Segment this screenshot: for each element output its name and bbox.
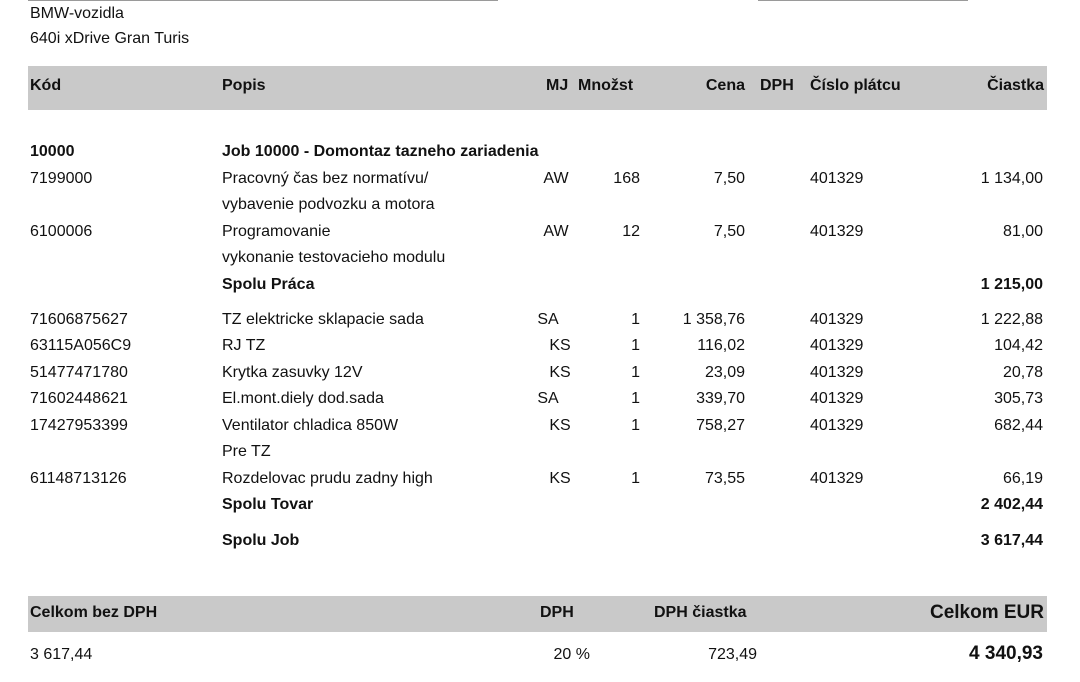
row-popis: El.mont.diely dod.sada [222,390,384,407]
row-mnozstvo: 1 [631,390,640,407]
row-mj: AW [543,170,569,187]
col-header-kod: Kód [30,77,62,94]
row-popis: Rozdelovac prudu zadny high [222,470,433,487]
summary-header-dph-ciastka: DPH čiastka [654,604,747,621]
row-ciastka: 682,44 [994,417,1043,434]
vehicle-model: 640i xDrive Gran Turis [30,30,190,47]
row-mnozstvo: 1 [631,337,640,354]
row-popis-line2: vykonanie testovacieho modulu [222,249,446,266]
top-divider-right [758,0,968,1]
row-kod: 7199000 [30,170,93,187]
row-ciastka: 1 222,88 [980,311,1043,328]
row-ciastka: 305,73 [994,390,1043,407]
row-popis: Programovanie [222,223,331,240]
row-cena: 339,70 [696,390,745,407]
table-header [28,66,1047,110]
summary-header [28,596,1047,632]
row-cena: 73,55 [704,470,745,487]
row-cena: 7,50 [713,223,745,240]
row-kod: 17427953399 [30,417,128,434]
col-header-cena: Cena [705,77,745,94]
row-popis-line2: Pre TZ [222,443,271,460]
row-cislo-platcu: 401329 [810,223,864,240]
row-popis: Ventilator chladica 850W [222,417,399,434]
summary-celkom-value: 4 340,93 [969,643,1043,664]
col-header-ciastka: Čiastka [987,77,1044,94]
row-mj: SA [537,311,559,328]
row-cislo-platcu: 401329 [810,470,864,487]
row-ciastka: 81,00 [1002,223,1043,240]
row-kod: 6100006 [30,223,93,240]
row-cena: 758,27 [696,417,745,434]
row-popis: TZ elektricke sklapacie sada [222,311,424,328]
subtotal-praca-label: Spolu Práca [222,276,315,293]
row-kod: 61148713126 [30,470,127,487]
subtotal-tovar-value: 2 402,44 [980,496,1043,513]
job-code: 10000 [30,143,75,160]
row-cislo-platcu: 401329 [810,311,864,328]
row-mnozstvo: 168 [613,170,640,187]
row-popis: Pracovný čas bez normatívu/ [222,170,429,187]
row-cislo-platcu: 401329 [810,364,864,381]
row-cena: 7,50 [713,170,745,187]
col-header-mnozstvo: Množst [578,77,634,94]
row-ciastka: 66,19 [1002,470,1043,487]
row-kod: 51477471780 [30,364,128,381]
row-kod: 71606875627 [30,311,128,328]
row-ciastka: 20,78 [1002,364,1043,381]
row-mj: KS [549,337,571,354]
summary-header-celkom: Celkom EUR [929,602,1044,623]
row-mnozstvo: 1 [631,470,640,487]
row-cislo-platcu: 401329 [810,417,864,434]
row-cislo-platcu: 401329 [810,337,864,354]
col-header-dph: DPH [760,77,794,94]
row-kod: 63115A056C9 [30,337,132,354]
row-popis: RJ TZ [222,337,266,354]
row-mj: AW [543,223,569,240]
row-ciastka: 1 134,00 [980,170,1043,187]
subtotal-job-value: 3 617,44 [980,532,1043,549]
row-mnozstvo: 1 [631,311,640,328]
summary-header-bez-dph: Celkom bez DPH [30,604,158,621]
subtotal-tovar-label: Spolu Tovar [222,496,314,513]
vehicle-brand: BMW-vozidla [30,5,124,22]
row-mnozstvo: 1 [631,417,640,434]
col-header-cislo-platcu: Číslo plátcu [810,77,901,94]
row-popis-line2: vybavenie podvozku a motora [222,196,435,213]
col-header-mj: MJ [546,77,569,94]
row-popis: Krytka zasuvky 12V [222,364,363,381]
summary-bez-dph-value: 3 617,44 [30,646,93,663]
subtotal-praca-value: 1 215,00 [980,276,1043,293]
row-cislo-platcu: 401329 [810,170,864,187]
row-mj: KS [549,470,571,487]
row-ciastka: 104,42 [994,337,1043,354]
summary-dph-ciastka-value: 723,49 [708,646,757,663]
row-mnozstvo: 12 [622,223,640,240]
row-mnozstvo: 1 [631,364,640,381]
row-cislo-platcu: 401329 [810,390,864,407]
col-header-popis: Popis [222,77,266,94]
top-divider-left [28,0,498,1]
row-cena: 23,09 [704,364,745,381]
row-mj: SA [537,390,559,407]
row-mj: KS [549,417,571,434]
job-title: Job 10000 - Domontaz tazneho zariadenia [222,143,539,160]
summary-header-dph: DPH [540,604,574,621]
row-cena: 116,02 [697,337,745,354]
row-cena: 1 358,76 [682,311,745,328]
subtotal-job-label: Spolu Job [222,532,300,549]
summary-dph-value: 20 % [553,646,590,663]
row-mj: KS [549,364,571,381]
row-kod: 71602448621 [30,390,128,407]
